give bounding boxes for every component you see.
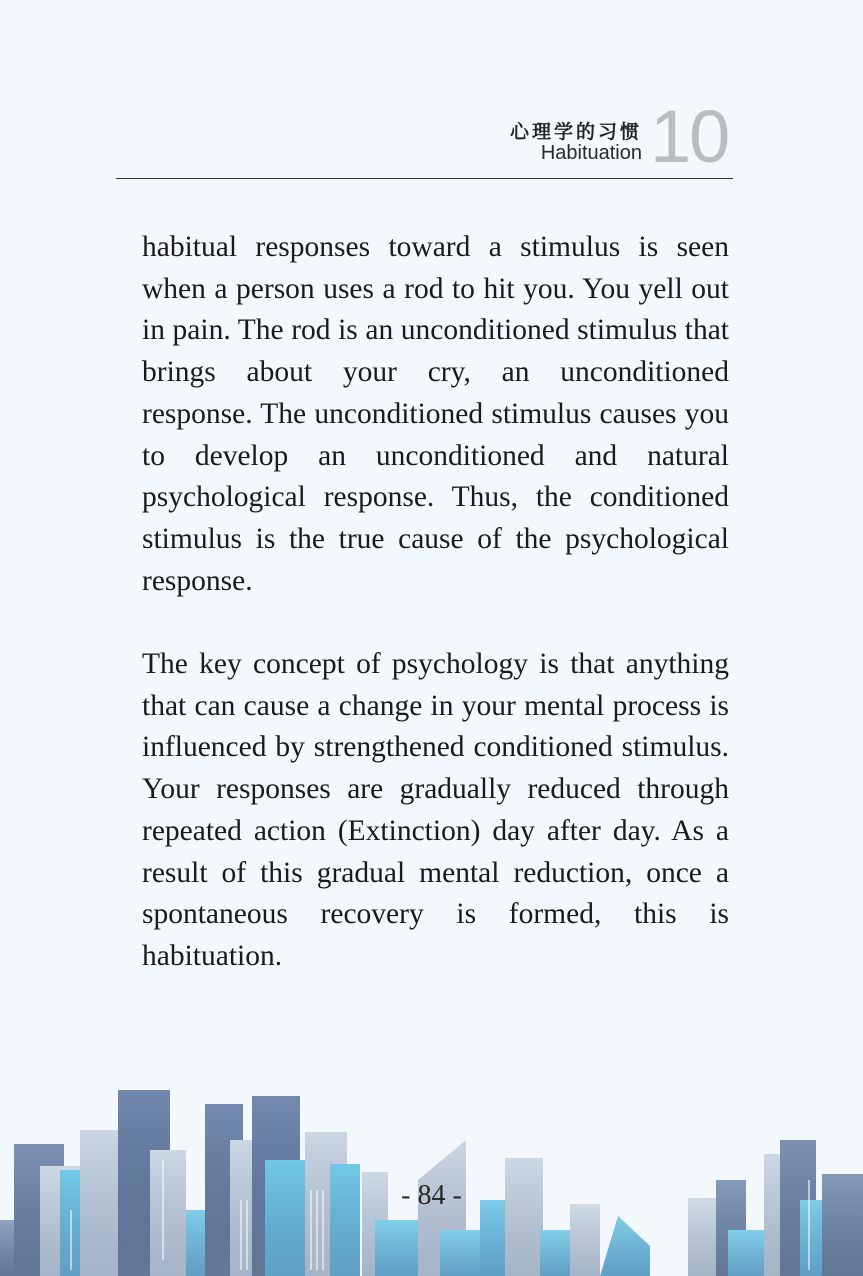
skyline-fade <box>0 1080 863 1276</box>
page-header <box>0 0 863 180</box>
paragraph-2: The key concept of psychology is that anything that can cause a change in your mental process is influenced by strengthened conditioned stimulus. Your responses are gradually reduced through repeated action (Extinction) day after day. As a result of this gradual mental reduction, once a spontaneous recovery is formed, this is habituation. <box>142 648 729 972</box>
paragraph-1: habitual responses toward a stimulus is seen when a person uses a rod to hit you. You yell out in pain. The rod is an unconditioned stimulus that brings about your cry, an unconditioned response. The unconditioned stimulus causes you to develop an unconditioned and natural psychological response. Thus, the conditioned stimulus is the true cause of the psychological response. <box>142 231 729 597</box>
header-title-chinese: 心理学的习惯 <box>509 121 642 143</box>
header-title-english: Habituation <box>540 142 642 164</box>
chapter-number: 10 <box>650 95 729 178</box>
body-text <box>142 227 729 1019</box>
page-number: - 84 - <box>401 1180 462 1211</box>
header-divider <box>116 178 733 179</box>
city-skyline-illustration <box>0 1080 863 1276</box>
